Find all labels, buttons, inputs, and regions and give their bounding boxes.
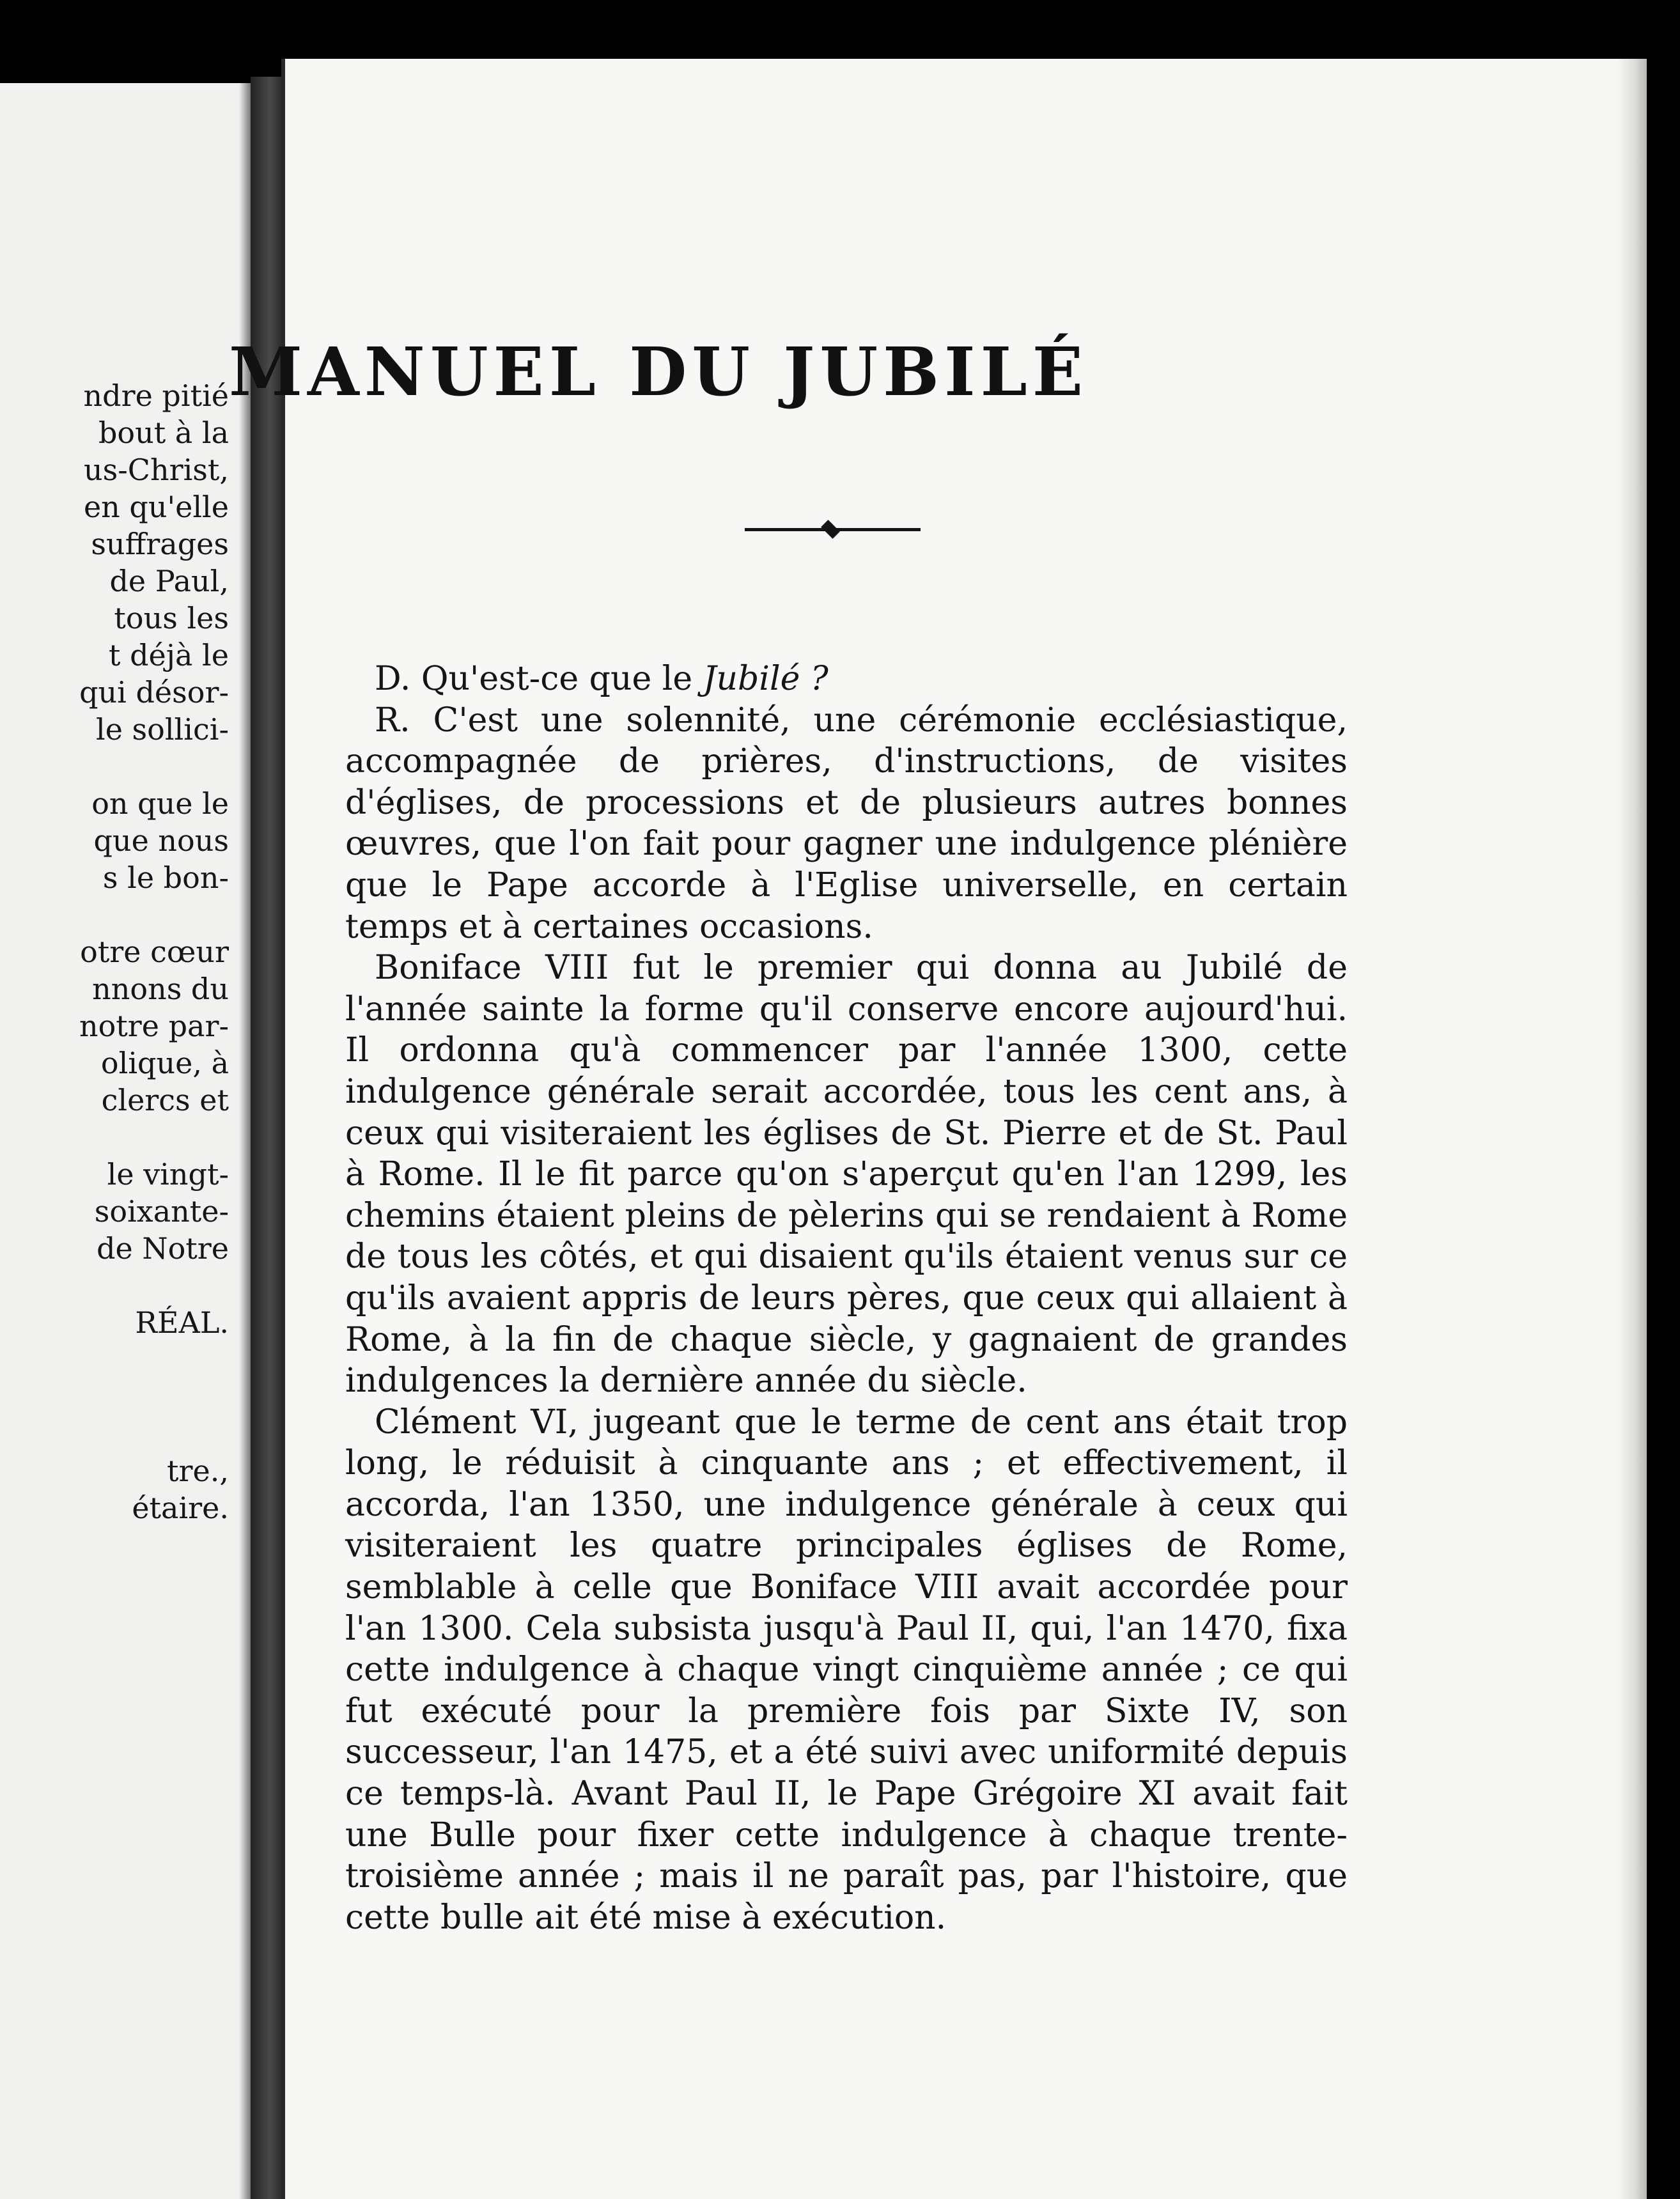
left-page-line: on que le — [91, 786, 229, 821]
left-page-line: en qu'elle — [83, 490, 229, 524]
question-paragraph — [345, 658, 1348, 700]
page-title: MANUEL DU JUBILÉ — [228, 332, 1089, 411]
left-page-line: otre cœur — [80, 935, 229, 969]
left-page-line: RÉAL. — [135, 1305, 229, 1340]
left-page-line: de Paul, — [109, 564, 229, 598]
paragraph-1: R. C'est une solennité, une cérémonie ecclésiastique, accompagnée de prières, d'instructions, de visites d'églises, de processions et de plusieurs autres bonnes œuvres, que l'on fait pour gagner une indulgence plénière que le Pape accorde à l'Eglise universelle, en certain temps et à certaines occasions. — [345, 701, 1348, 946]
left-page-line: étaire. — [132, 1491, 229, 1525]
left-page-line: qui désor- — [79, 675, 229, 710]
left-page-line: ndre pitié — [83, 378, 229, 413]
paragraph-3: Clément VI, jugeant que le terme de cent ans était trop long, le réduisit à cinquante ans ; et effectivement, il accorda, l'an 1350, une indulgence générale à ceux qui visiteraient les quatre principales églises de Rome, semblable à celle que Boniface VIII avait accordée pour l'an 1300. Cela subsista jusqu'à Paul II, qui, l'an 1470, fixa cette indulgence à chaque vingt cinquième année ; ce qui fut exécuté pour la première fois par Sixte IV, son successeur, l'an 1475, et a été suivi avec uniformité depuis ce temps-là. Avant Paul II, le Pape Grégoire XI avait fait une Bulle pour fixer cette indulgence à chaque trente-troisième année ; mais il ne paraît pas, par l'histoire, que cette bulle ait été mise à exécution. — [345, 1403, 1348, 1937]
left-page-line: us-Christ, — [83, 453, 229, 487]
left-page-line: clercs et — [101, 1083, 229, 1117]
left-page-line: que nous — [93, 823, 229, 858]
left-page-line: nnons du — [92, 972, 229, 1006]
left-page-line: suffrages — [91, 527, 229, 561]
left-page-line: de Notre — [97, 1231, 229, 1266]
left-page-line: soixante- — [94, 1194, 229, 1229]
left-page-line: bout à la — [98, 416, 229, 450]
left-page-line: tous les — [114, 601, 229, 635]
left-page-line: s le bon- — [102, 860, 229, 895]
question-prefix: D. Qu'est-ce que le — [375, 660, 703, 698]
left-page-line: olique, à — [100, 1046, 229, 1080]
body-text — [345, 658, 1348, 1938]
paragraph-2: Boniface VIII fut le premier qui donna au Jubilé de l'année sainte la forme qu'il conserve encore aujourd'hui. Il ordonna qu'à commencer par l'année 1300, cette indulgence générale serait accordée, tous les cent ans, à ceux qui visiteraient les églises de St. Pierre et de St. Paul à Rome. Il le fit parce qu'on s'aperçut qu'en l'an 1299, les chemins étaient pleins de pèlerins qui se rendaient à Rome de tous les côtés, et qui disaient qu'ils étaient venus sur ce qu'ils avaient appris de leurs pères, que ceux qui allaient à Rome, à la fin de chaque siècle, y gagnaient de grandes indulgences la dernière année du siècle. — [345, 949, 1348, 1401]
left-page-line: t déjà le — [108, 638, 229, 672]
left-page-line: le vingt- — [107, 1157, 229, 1192]
question-term: Jubilé ? — [703, 660, 828, 698]
left-page-line: tre., — [167, 1454, 229, 1488]
left-page-line: notre par- — [79, 1009, 229, 1043]
page-edge — [1617, 59, 1647, 2199]
left-page-line: le sollici- — [95, 712, 229, 747]
